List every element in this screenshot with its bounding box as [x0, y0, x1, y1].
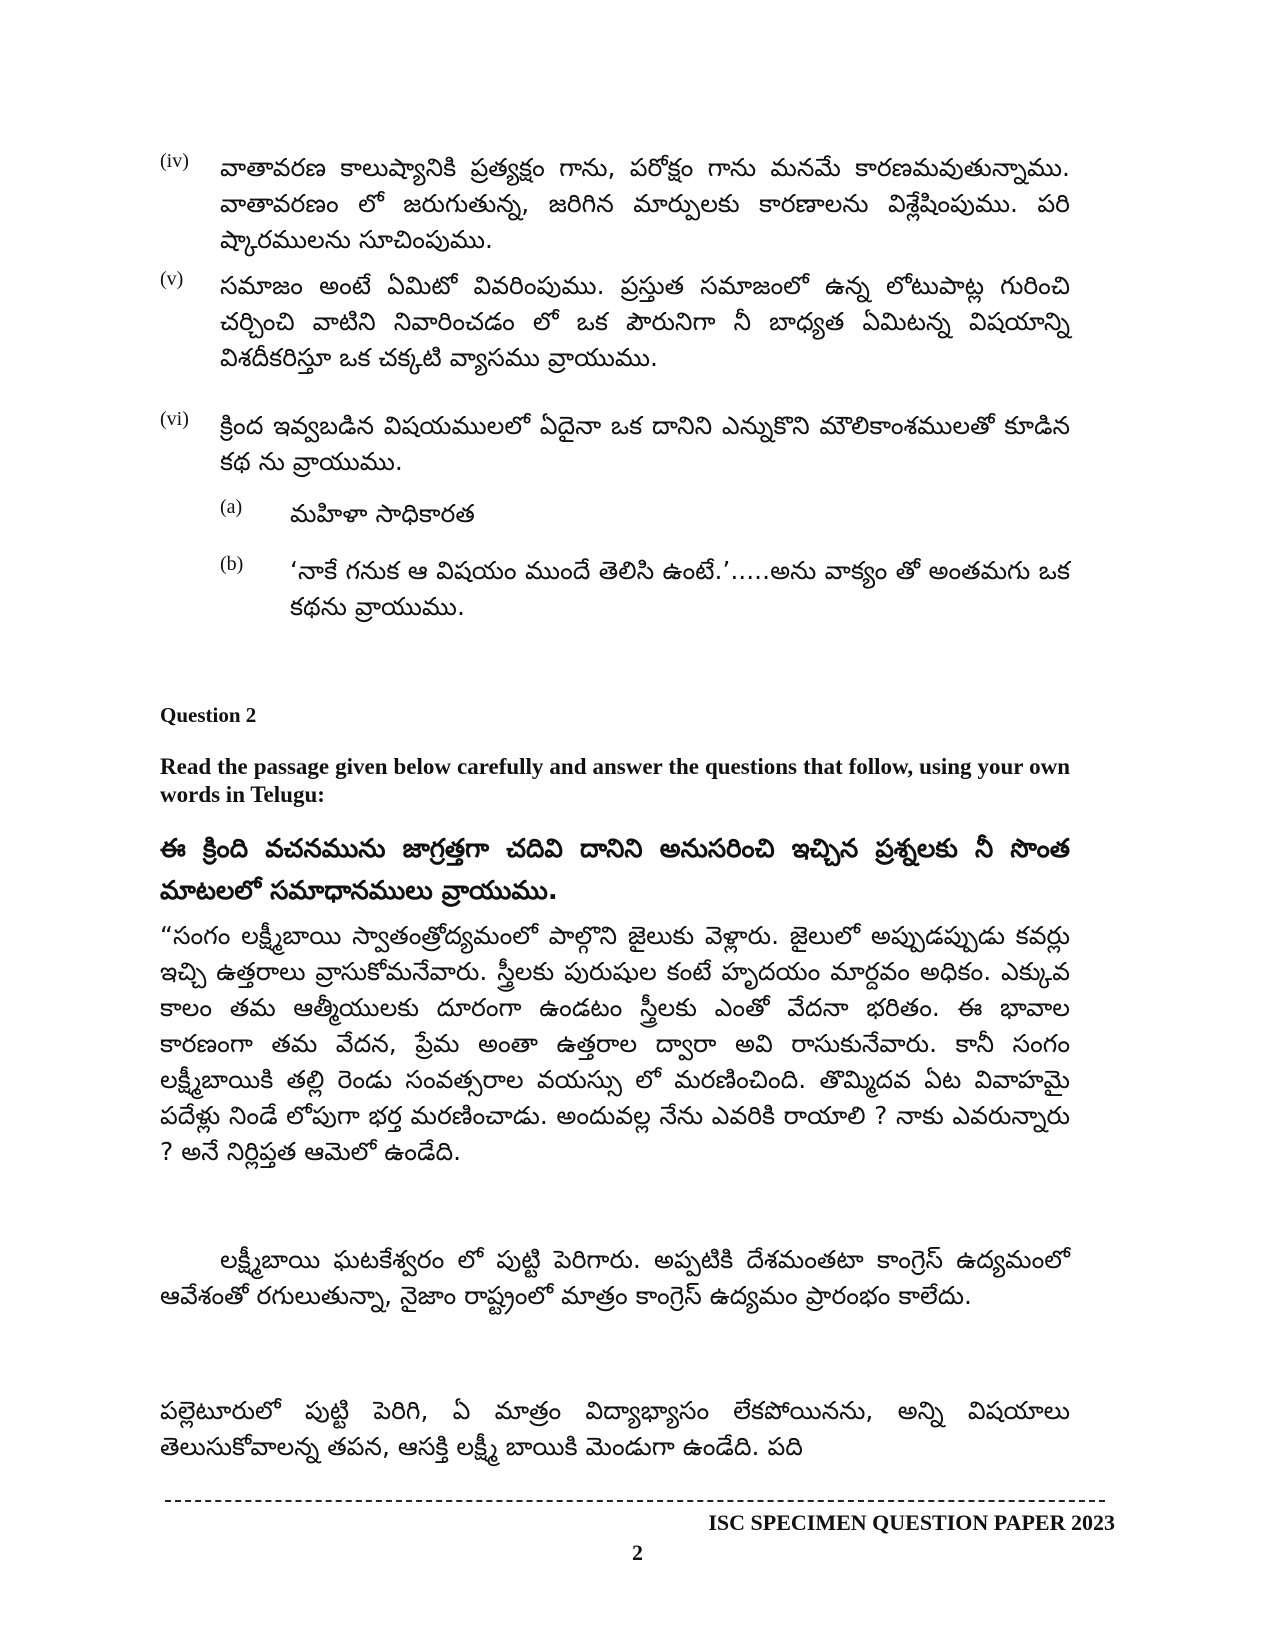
footer-title: ISC SPECIMEN QUESTION PAPER 2023 — [708, 1510, 1115, 1535]
passage-paragraph-2: లక్ష్మీబాయి ఘటకేశ్వరం లో పుట్టి పెరిగారు. అప్పటికి దేశమంతటా కాంగ్రెస్ ఉద్యమంలో ఆవేశంతో రగులుతున్నా, నైజాం రాష్ట్రంలో మాత్రం కాంగ్రెస్ ఉద్యమం ప్రారంభం కాలేదు. — [160, 1245, 1070, 1310]
item-text: క్రింద ఇవ్వబడిన విషయములలో ఏదైనా ఒక దానిని ఎన్నుకొని మౌలికాంశములతో కూడిన కథ ను వ్రాయుము. — [220, 411, 1070, 476]
question-heading: Question 2 — [160, 703, 257, 727]
sub-item-a — [220, 496, 1070, 532]
question-item-iv — [160, 150, 1070, 258]
item-number: (iv) — [160, 150, 189, 172]
item-text: సమాజం అంటే ఏమిటో వివరింపుము. ప్రస్తుత సమాజంలో ఉన్న లోటుపాట్ల గురించి చర్చించి వాటిని నివారించడం లో ఒక పౌరునిగా నీ బాధ్యత ఏమిటన్న విషయాన్ని విశదీకరిస్తూ ఒక చక్కటి వ్యాసము వ్రాయుము. — [220, 271, 1070, 372]
passage-paragraph-1: “సంగం లక్ష్మీబాయి స్వాతంత్రోద్యమంలో పాల్గొని జైలుకు వెళ్లారు. జైలులో అప్పుడప్పుడు కవర్లు ఇచ్చి ఉత్తరాలు వ్రాసుకోమనేవారు. స్త్రీలకు పురుషుల కంటే హృదయం మార్దవం అధికం. ఎక్కువ కాలం తమ ఆత్మీయులకు దూరంగా ఉండటం స్త్రీలకు ఎంతో వేదనా భరితం. ఈ భావాల కారణంగా తమ వేదన, ప్రేమ అంతా ఉత్తరాల ద్వారా అవి రాసుకునేవారు. కానీ సంగం లక్ష్మీబాయికి తల్లి రెండు సంవత్సరాల వయస్సు లో మరణించింది. తొమ్మిదవ ఏట వివాహమై పదేళ్లు నిండే లోపుగా భర్త మరణించాడు. అందువల్ల నేను ఎవరికి రాయాలి ? నాకు ఎవరున్నారు ? అనే నిర్లిప్తత ఆమెలో ఉండేది. — [160, 921, 1070, 1166]
sub-item-text: మహిళా సాధికారత — [290, 499, 475, 528]
instruction-english: Read the passage given below carefully and answer the questions that follow, using your own words in Telugu: — [160, 754, 1070, 807]
sub-item-text: ‘నాకే గనుక ఆ విషయం ముందే తెలిసి ఉంటే.’.....అను వాక్యం తో అంతమగు ఒక కథను వ్రాయుము. — [290, 556, 1070, 621]
instruction-telugu: ఈ క్రింది వచనమును జాగ్రత్తగా చదివి దానిని అనుసరించి ఇచ్చిన ప్రశ్నలకు నీ సొంత మాటలలో సమాధానములు వ్రాయుము. — [160, 834, 1070, 906]
passage-paragraph-3: పల్లెటూరులో పుట్టి పెరిగి, ఏ మాత్రం విద్యాభ్యాసం లేకపోయినను, అన్ని విషయాలు తెలుసుకోవాలన్న తపన, ఆసక్తి లక్ష్మీ బాయికి మెండుగా ఉండేది. పది — [160, 1396, 1070, 1461]
sub-item-b — [220, 553, 1070, 625]
footer-divider — [165, 1500, 1105, 1502]
question-item-v — [160, 268, 1070, 376]
sub-item-letter: (a) — [220, 496, 243, 518]
item-number: (v) — [160, 268, 184, 290]
page-number: 2 — [632, 1540, 643, 1565]
sub-item-letter: (b) — [220, 553, 244, 575]
item-text: వాతావరణ కాలుష్యానికి ప్రత్యక్షం గాను, పరోక్షం గాను మనమే కారణమవుతున్నాము. వాతావరణం లో జరుగుతున్న, జరిగిన మార్పులకు కారణాలను విశ్లేషింపుము. పరి ష్కారములను సూచింపుము. — [220, 153, 1070, 254]
question-item-vi — [160, 408, 1070, 480]
item-number: (vi) — [160, 408, 189, 430]
